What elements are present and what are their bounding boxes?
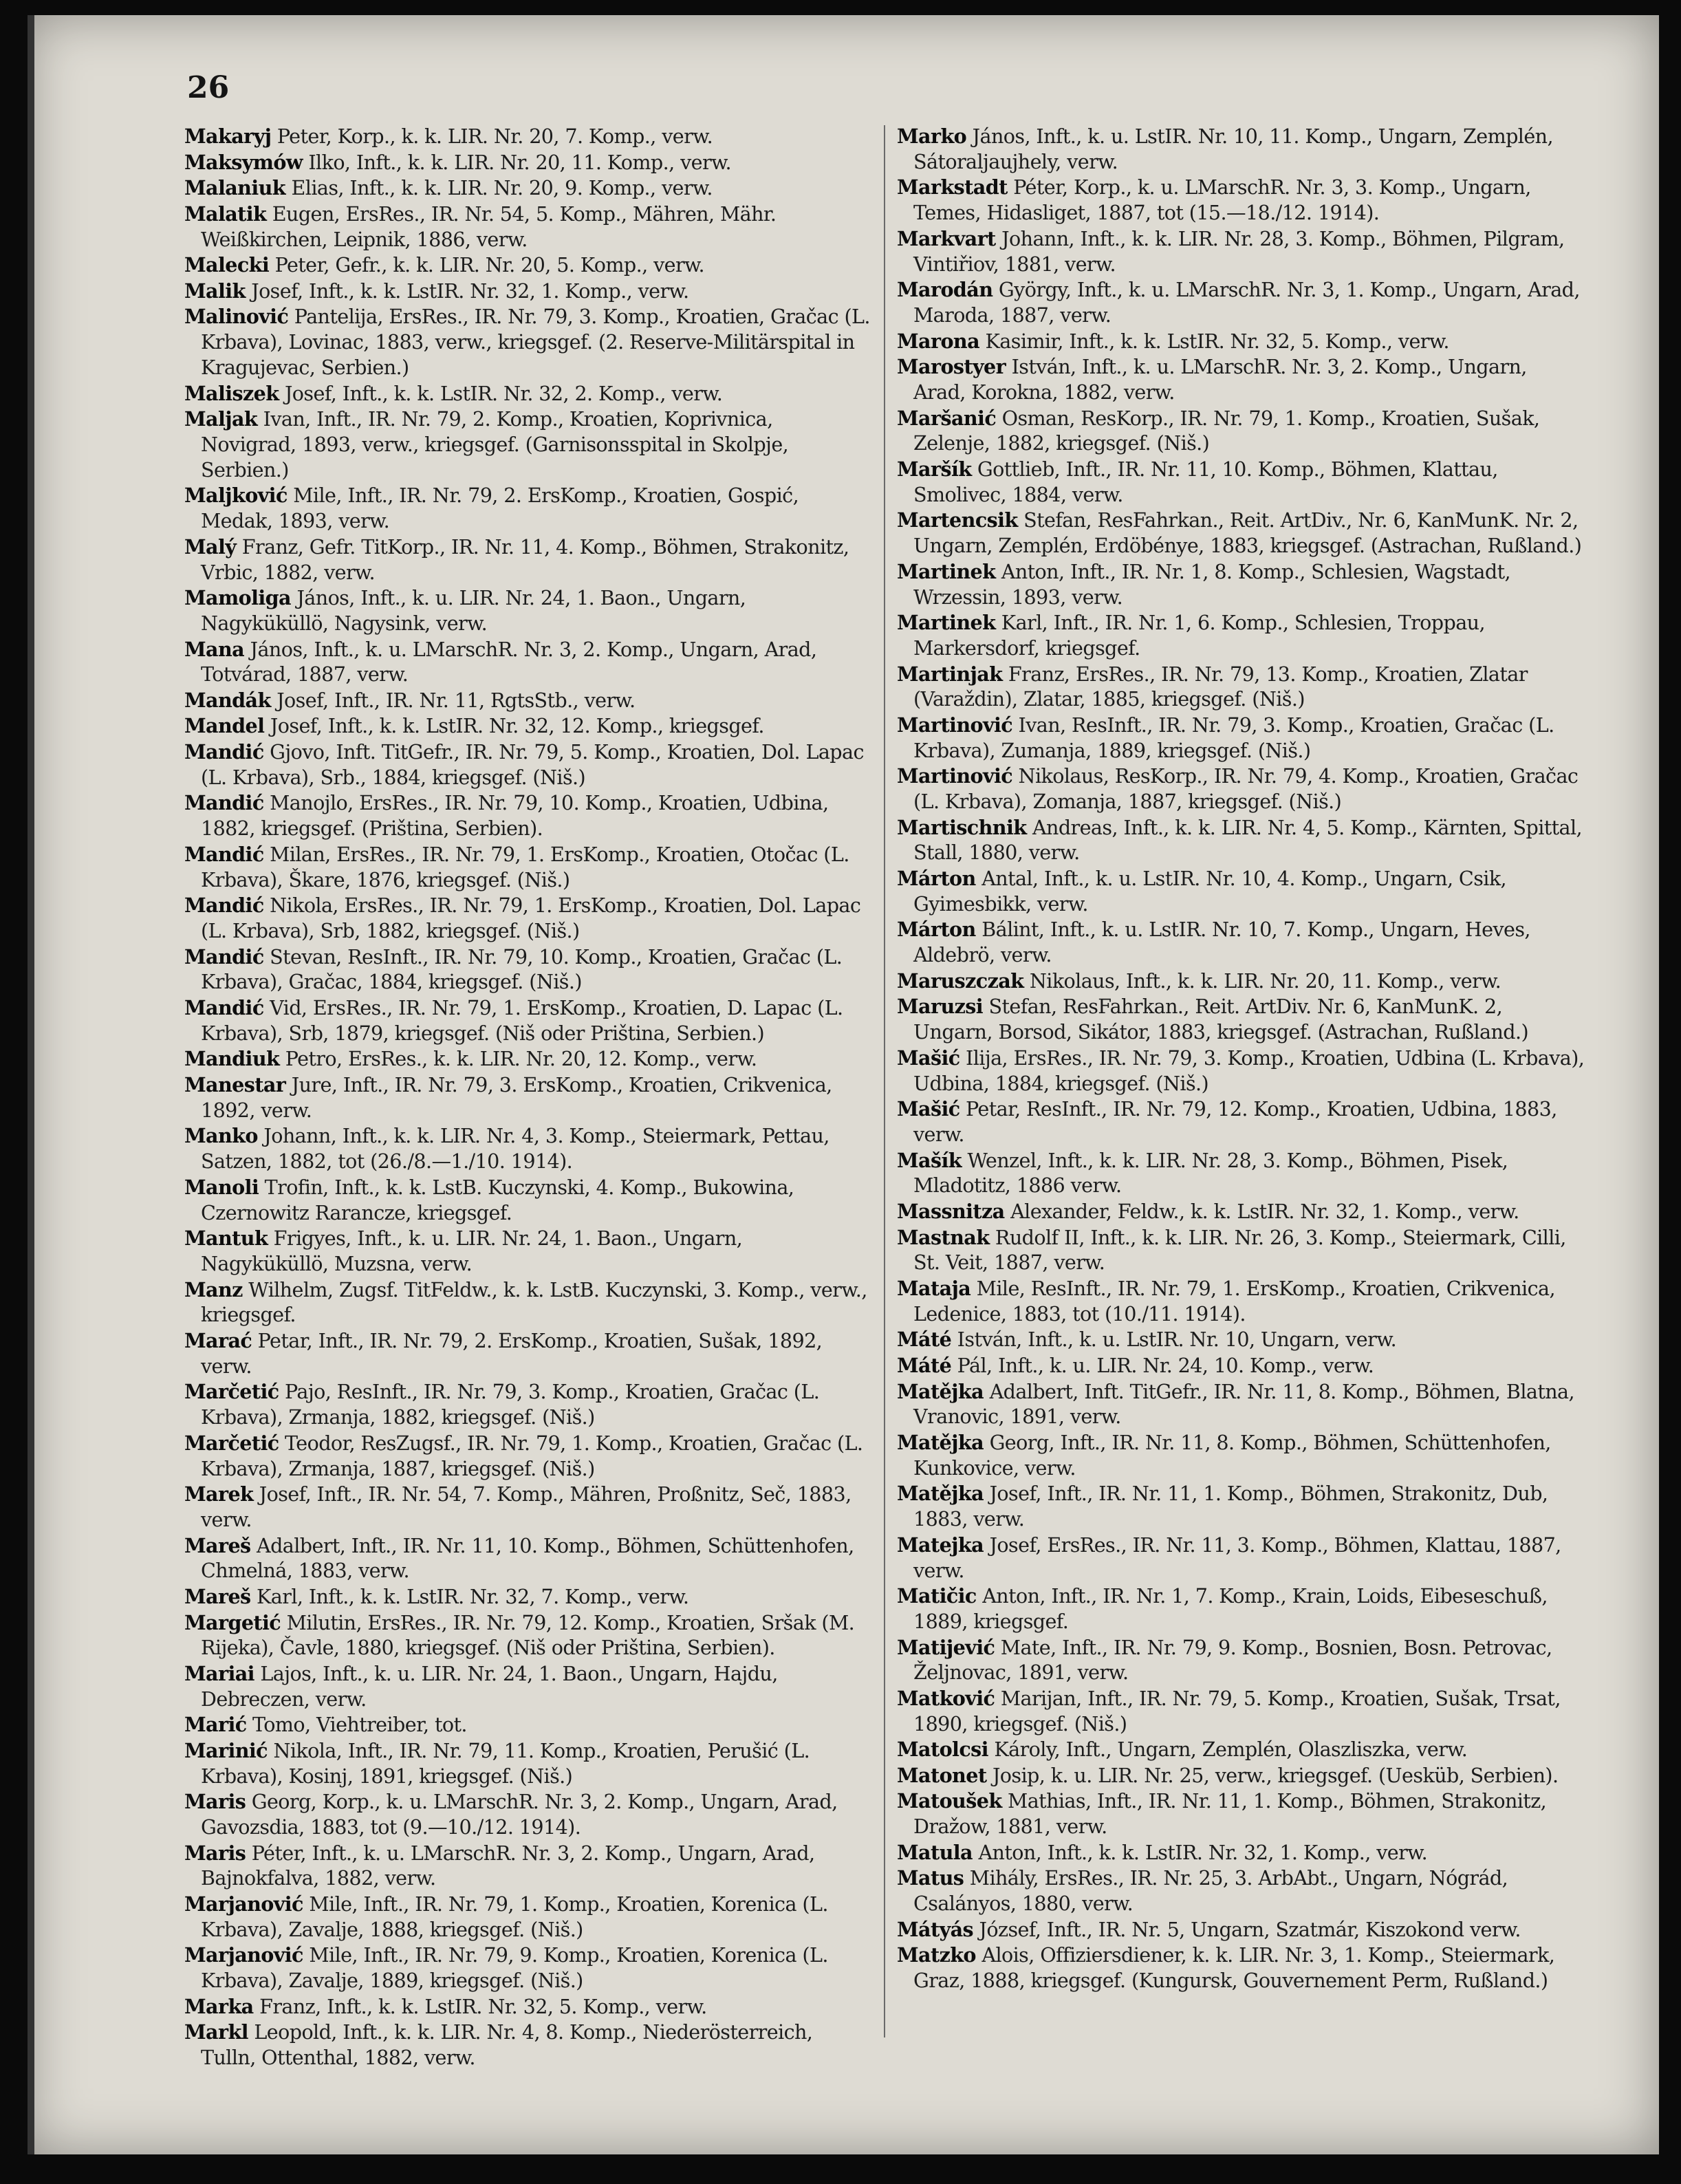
register-entry bbox=[897, 1276, 1585, 1327]
entry-surname: Matković bbox=[897, 1686, 995, 1710]
entry-surname: Marona bbox=[897, 329, 980, 353]
register-entry bbox=[184, 1482, 872, 1533]
register-entry bbox=[897, 1225, 1585, 1276]
entry-details: Mile, Inft., IR. Nr. 79, 9. Komp., Kroatien, Korenica (L. Krbava), Zavalje, 1889, kriegsgef. (Niš.) bbox=[201, 1943, 828, 1993]
entry-details: Ilko, Inft., k. k. LIR. Nr. 20, 11. Komp., verw. bbox=[302, 150, 732, 174]
register-entry bbox=[897, 917, 1585, 968]
entry-surname: Matzko bbox=[897, 1943, 976, 1967]
entry-surname: Manestar bbox=[184, 1073, 286, 1097]
register-entry bbox=[184, 1994, 872, 2020]
entry-surname: Marjanović bbox=[184, 1892, 303, 1916]
entry-details: Peter, Gefr., k. k. LIR. Nr. 20, 5. Komp., verw. bbox=[269, 253, 705, 277]
register-entry bbox=[184, 1584, 872, 1610]
register-entry bbox=[897, 1046, 1585, 1096]
register-entry bbox=[184, 1533, 872, 1584]
register-entry bbox=[184, 1277, 872, 1328]
entry-details: János, Inft., k. u. LIR. Nr. 24, 1. Baon., Ungarn, Nagyküküllö, Nagysink, verw. bbox=[201, 586, 746, 635]
entry-details: Peter, Korp., k. k. LIR. Nr. 20, 7. Komp., verw. bbox=[271, 125, 713, 148]
entry-surname: Maruzsi bbox=[897, 995, 984, 1019]
register-entry bbox=[184, 1610, 872, 1661]
entry-surname: Martinović bbox=[897, 764, 1013, 788]
register-entry bbox=[184, 688, 872, 713]
register-entry bbox=[897, 662, 1585, 713]
entry-surname: Maris bbox=[184, 1841, 246, 1865]
entry-details: Pál, Inft., k. u. LIR. Nr. 24, 10. Komp., verw. bbox=[951, 1353, 1374, 1377]
register-entry bbox=[897, 1788, 1585, 1839]
register-entry bbox=[184, 1712, 872, 1738]
register-entry bbox=[184, 739, 872, 790]
entry-details: József, Inft., IR. Nr. 5, Ungarn, Szatmár, Kiszokond verw. bbox=[973, 1917, 1521, 1941]
entry-details: Josef, ErsRes., IR. Nr. 11, 3. Komp., Böhmen, Klattau, 1887, verw. bbox=[913, 1533, 1561, 1582]
entry-surname: Martinović bbox=[897, 713, 1013, 737]
entry-details: Nikolaus, Inft., k. k. LIR. Nr. 20, 11. Komp., verw. bbox=[1023, 969, 1501, 993]
entry-surname: Mandić bbox=[184, 791, 264, 815]
register-entry bbox=[897, 508, 1585, 559]
entry-surname: Mašík bbox=[897, 1148, 962, 1172]
entry-surname: Markl bbox=[184, 2020, 248, 2044]
register-entry bbox=[184, 1789, 872, 1840]
register-entry bbox=[184, 893, 872, 944]
entry-details: Pajo, ResInft., IR. Nr. 79, 3. Komp., Kroatien, Gračac (L. Krbava), Zrmanja, 1882, kriegsgef. (Niš.) bbox=[201, 1380, 820, 1429]
register-entry bbox=[897, 1840, 1585, 1866]
register-entry bbox=[897, 1327, 1585, 1352]
register-entry bbox=[897, 124, 1585, 175]
register-entry bbox=[897, 457, 1585, 508]
entry-details: Mile, ResInft., IR. Nr. 79, 1. ErsKomp., Kroatien, Crikvenica, Ledenice, 1883, tot (10./11. 1914). bbox=[913, 1276, 1555, 1326]
entry-details: Josef, Inft., IR. Nr. 11, RgtsStb., verw. bbox=[270, 688, 636, 712]
entry-details: Milutin, ErsRes., IR. Nr. 79, 12. Komp., Kroatien, Sršak (M. Rijeka), Čavle, 1880, kriegsgef. (Niš oder Priština, Serbien). bbox=[201, 1610, 855, 1660]
register-entry bbox=[897, 1353, 1585, 1378]
entry-surname: Matijević bbox=[897, 1635, 995, 1659]
entry-details: Pantelija, ErsRes., IR. Nr. 79, 3. Komp., Kroatien, Gračac (L. Krbava), Lovinac, 1883, verw., kriegsgef. (2. Reserve-Militärspital in Kragujevac, Serbien.) bbox=[201, 305, 870, 379]
register-entry bbox=[184, 2020, 872, 2071]
entry-surname: Máté bbox=[897, 1328, 952, 1352]
entry-details: Karl, Inft., k. k. LstIR. Nr. 32, 7. Komp., verw. bbox=[250, 1584, 689, 1608]
register-entry bbox=[184, 713, 872, 739]
entry-details: Trofin, Inft., k. k. LstB. Kuczynski, 4. Komp., Bukowina, Czernowitz Rarancze, kriegsgef. bbox=[201, 1175, 794, 1224]
entry-details: Adalbert, Inft. TitGefr., IR. Nr. 11, 8. Komp., Böhmen, Blatna, Vranovic, 1891, verw. bbox=[913, 1379, 1574, 1429]
entry-details: Karl, Inft., IR. Nr. 1, 6. Komp., Schlesien, Troppau, Markersdorf, kriegsgef. bbox=[913, 611, 1485, 660]
entry-surname: Márton bbox=[897, 867, 976, 891]
entry-surname: Maršanić bbox=[897, 406, 997, 430]
right-column bbox=[897, 124, 1585, 1994]
entry-surname: Marčetić bbox=[184, 1380, 279, 1404]
register-entry bbox=[897, 175, 1585, 226]
entry-surname: Martinjak bbox=[897, 662, 1003, 686]
entry-surname: Mastnak bbox=[897, 1225, 990, 1249]
entry-details: Josip, k. u. LIR. Nr. 25, verw., kriegsgef. (Uesküb, Serbien). bbox=[986, 1763, 1559, 1787]
register-entry bbox=[184, 304, 872, 380]
entry-details: Josef, Inft., IR. Nr. 11, 1. Komp., Böhmen, Strakonitz, Dub, 1883, verw. bbox=[913, 1482, 1548, 1531]
entry-surname: Mandiuk bbox=[184, 1047, 280, 1071]
entry-surname: Malecki bbox=[184, 253, 270, 277]
register-entry bbox=[897, 1533, 1585, 1583]
entry-surname: Marjanović bbox=[184, 1943, 303, 1967]
register-entry bbox=[897, 1430, 1585, 1481]
entry-details: János, Inft., k. u. LMarschR. Nr. 3, 2. Komp., Ungarn, Arad, Totvárad, 1887, verw. bbox=[201, 637, 817, 686]
entry-surname: Matus bbox=[897, 1866, 964, 1890]
register-entry bbox=[897, 1917, 1585, 1943]
register-entry bbox=[184, 175, 872, 201]
entry-surname: Marko bbox=[897, 125, 967, 148]
entry-surname: Mandák bbox=[184, 688, 271, 712]
entry-details: Mile, Inft., IR. Nr. 79, 1. Komp., Kroatien, Korenica (L. Krbava), Zavalje, 1888, kriegsgef. (Niš.) bbox=[201, 1892, 828, 1941]
entry-surname: Maruszczak bbox=[897, 969, 1024, 993]
entry-details: Anton, Inft., IR. Nr. 1, 7. Komp., Krain, Loids, Eibeseschuß, 1889, kriegsgef. bbox=[913, 1584, 1548, 1633]
register-entry bbox=[184, 1431, 872, 1482]
left-column bbox=[184, 124, 872, 2071]
entry-details: Frigyes, Inft., k. u. LIR. Nr. 24, 1. Baon., Ungarn, Nagyküküllö, Muzsna, verw. bbox=[201, 1226, 743, 1275]
register-entry bbox=[184, 1379, 872, 1430]
register-entry bbox=[897, 329, 1585, 354]
entry-details: Károly, Inft., Ungarn, Zemplén, Olaszliszka, verw. bbox=[988, 1738, 1468, 1762]
entry-surname: Matičic bbox=[897, 1584, 977, 1608]
document-page bbox=[28, 15, 1659, 2154]
register-entry bbox=[184, 279, 872, 304]
entry-surname: Martencsik bbox=[897, 508, 1018, 532]
entry-details: Wilhelm, Zugsf. TitFeldw., k. k. LstB. Kuczynski, 3. Komp., verw., kriegsgef. bbox=[201, 1277, 867, 1327]
register-entry bbox=[897, 994, 1585, 1045]
register-entry bbox=[184, 1738, 872, 1789]
entry-details: Gottlieb, Inft., IR. Nr. 11, 10. Komp., Böhmen, Klattau, Smolivec, 1884, verw. bbox=[913, 457, 1498, 506]
entry-details: Osman, ResKorp., IR. Nr. 79, 1. Komp., Kroatien, Sušak, Zelenje, 1882, kriegsgef. (Niš.) bbox=[913, 406, 1540, 455]
register-entry bbox=[897, 1148, 1585, 1199]
register-entry bbox=[184, 1892, 872, 1943]
column-divider bbox=[884, 125, 885, 2037]
register-entry bbox=[184, 842, 872, 893]
entry-details: Manojlo, ErsRes., IR. Nr. 79, 10. Komp., Kroatien, Udbina, 1882, kriegsgef. (Priština, Serbien). bbox=[201, 791, 829, 841]
register-entry bbox=[897, 1866, 1585, 1916]
register-entry bbox=[184, 944, 872, 995]
entry-details: Marijan, Inft., IR. Nr. 79, 5. Komp., Kroatien, Sušak, Trsat, 1890, kriegsgef. (Niš.) bbox=[913, 1686, 1561, 1736]
register-entry bbox=[184, 1328, 872, 1379]
register-entry bbox=[184, 790, 872, 841]
entry-details: Nikola, Inft., IR. Nr. 79, 11. Komp., Kroatien, Perušić (L. Krbava), Kosinj, 1891, kriegsgef. (Niš.) bbox=[201, 1738, 810, 1788]
register-entry bbox=[184, 1123, 872, 1174]
entry-details: Georg, Korp., k. u. LMarschR. Nr. 3, 2. Komp., Ungarn, Arad, Gavozsdia, 1883, tot (9.—10./12. 1914). bbox=[201, 1790, 838, 1839]
register-entry bbox=[184, 1175, 872, 1226]
register-entry bbox=[184, 381, 872, 407]
entry-surname: Mátyás bbox=[897, 1917, 974, 1941]
register-entry bbox=[184, 995, 872, 1046]
entry-surname: Marać bbox=[184, 1328, 252, 1352]
entry-surname: Marodán bbox=[897, 278, 993, 302]
entry-surname: Markstadt bbox=[897, 175, 1008, 199]
entry-details: Josef, Inft., IR. Nr. 54, 7. Komp., Mähren, Proßnitz, Seč, 1883, verw. bbox=[201, 1482, 852, 1531]
entry-surname: Maliszek bbox=[184, 381, 279, 405]
register-entry bbox=[184, 124, 872, 149]
entry-details: Andreas, Inft., k. k. LIR. Nr. 4, 5. Komp., Kärnten, Spittal, Stall, 1880, verw. bbox=[913, 815, 1583, 865]
entry-details: Ivan, Inft., IR. Nr. 79, 2. Komp., Kroatien, Koprivnica, Novigrad, 1893, verw., kriegsgef. (Garnisonsspital in Skolpje, Serbien.) bbox=[201, 407, 789, 482]
entry-surname: Margetić bbox=[184, 1610, 281, 1634]
register-entry bbox=[184, 585, 872, 636]
register-entry bbox=[897, 559, 1585, 610]
register-entry bbox=[184, 483, 872, 534]
entry-details: Mile, Inft., IR. Nr. 79, 2. ErsKomp., Kroatien, Gospić, Medak, 1893, verw. bbox=[201, 484, 799, 533]
register-entry bbox=[897, 1763, 1585, 1788]
register-entry bbox=[897, 1943, 1585, 1993]
entry-details: Rudolf II, Inft., k. k. LIR. Nr. 26, 3. Komp., Steiermark, Cilli, St. Veit, 1887, verw. bbox=[913, 1225, 1566, 1275]
register-entry bbox=[184, 1226, 872, 1277]
entry-details: István, Inft., k. u. LstIR. Nr. 10, Ungarn, verw. bbox=[951, 1328, 1397, 1352]
entry-surname: Martinek bbox=[897, 559, 996, 583]
register-entry bbox=[897, 406, 1585, 457]
entry-details: Petar, ResInft., IR. Nr. 79, 12. Komp., Kroatien, Udbina, 1883, verw. bbox=[913, 1097, 1557, 1147]
entry-surname: Matějka bbox=[897, 1482, 984, 1506]
entry-details: Johann, Inft., k. k. LIR. Nr. 28, 3. Komp., Böhmen, Pilgram, Vintiřiov, 1881, verw. bbox=[913, 226, 1565, 276]
entry-surname: Mantuk bbox=[184, 1226, 268, 1251]
entry-details: Stefan, ResFahrkan., Reit. ArtDiv., Nr. 6, KanMunK. Nr. 2, Ungarn, Zemplén, Erdöbénye, 1883, kriegsgef. (Astrachan, Rußland.) bbox=[913, 508, 1582, 558]
entry-details: Elias, Inft., k. k. LIR. Nr. 20, 9. Komp., verw. bbox=[285, 176, 713, 200]
entry-surname: Mariai bbox=[184, 1661, 254, 1685]
entry-surname: Mataja bbox=[897, 1276, 971, 1300]
entry-details: Anton, Inft., k. k. LstIR. Nr. 32, 1. Komp., verw. bbox=[972, 1840, 1428, 1864]
entry-details: Alois, Offiziersdiener, k. k. LIR. Nr. 3, 1. Komp., Steiermark, Graz, 1888, kriegsgef. (Kungursk, Gouvernement Perm, Rußland.) bbox=[913, 1943, 1555, 1993]
entry-surname: Matolcsi bbox=[897, 1738, 988, 1762]
entry-surname: Maljković bbox=[184, 484, 288, 508]
entry-surname: Malik bbox=[184, 279, 246, 303]
entry-surname: Matoušek bbox=[897, 1789, 1002, 1813]
entry-surname: Massnitza bbox=[897, 1200, 1005, 1223]
entry-surname: Maris bbox=[184, 1790, 246, 1814]
entry-surname: Maljak bbox=[184, 407, 258, 431]
register-entry bbox=[897, 1686, 1585, 1737]
entry-surname: Martinek bbox=[897, 611, 996, 635]
register-entry bbox=[184, 1841, 872, 1892]
register-entry bbox=[184, 150, 872, 175]
entry-details: Johann, Inft., k. k. LIR. Nr. 4, 3. Komp., Steiermark, Pettau, Satzen, 1882, tot (26./8.—1./10. 1914). bbox=[201, 1124, 829, 1174]
entry-details: Stevan, ResInft., IR. Nr. 79, 10. Komp., Kroatien, Gračac (L. Krbava), Gračac, 1884, kriegsgef. (Niš.) bbox=[201, 944, 843, 994]
register-entry bbox=[897, 226, 1585, 277]
register-entry bbox=[184, 252, 872, 278]
entry-details: Adalbert, Inft., IR. Nr. 11, 10. Komp., Böhmen, Schüttenhofen, Chmelná, 1883, verw. bbox=[201, 1533, 854, 1583]
entry-details: Gjovo, Inft. TitGefr., IR. Nr. 79, 5. Komp., Kroatien, Dol. Lapac (L. Krbava), Srb., 1884, kriegsgef. (Niš.) bbox=[201, 740, 864, 789]
entry-surname: Mandić bbox=[184, 996, 264, 1020]
register-entry bbox=[897, 1481, 1585, 1532]
entry-details: Lajos, Inft., k. u. LIR. Nr. 24, 1. Baon., Ungarn, Hajdu, Debreczen, verw. bbox=[201, 1661, 778, 1711]
entry-surname: Mašić bbox=[897, 1046, 960, 1070]
entry-details: Petar, Inft., IR. Nr. 79, 2. ErsKomp., Kroatien, Sušak, 1892, verw. bbox=[201, 1328, 823, 1378]
register-entry bbox=[897, 969, 1585, 994]
entry-surname: Mana bbox=[184, 637, 245, 661]
entry-details: Nikola, ErsRes., IR. Nr. 79, 1. ErsKomp., Kroatien, Dol. Lapac (L. Krbava), Srb, 1882, kriegsgef. (Niš.) bbox=[201, 894, 861, 943]
register-entry bbox=[897, 1199, 1585, 1224]
entry-details: Josef, Inft., k. k. LstIR. Nr. 32, 2. Komp., verw. bbox=[279, 381, 723, 405]
entry-details: Franz, Gefr. TitKorp., IR. Nr. 11, 4. Komp., Böhmen, Strakonitz, Vrbic, 1882, verw. bbox=[201, 534, 849, 584]
entry-surname: Máté bbox=[897, 1353, 952, 1377]
entry-surname: Mareš bbox=[184, 1533, 251, 1557]
entry-surname: Maksymów bbox=[184, 150, 303, 174]
entry-surname: Mandić bbox=[184, 944, 264, 969]
entry-surname: Malaniuk bbox=[184, 176, 286, 200]
entry-details: Franz, Inft., k. k. LstIR. Nr. 32, 5. Komp., verw. bbox=[253, 1994, 707, 2018]
entry-surname: Mašić bbox=[897, 1097, 960, 1121]
entry-surname: Matejka bbox=[897, 1533, 984, 1557]
entry-surname: Marek bbox=[184, 1482, 254, 1506]
entry-details: János, Inft., k. u. LstIR. Nr. 10, 11. Komp., Ungarn, Zemplén, Sátoraljaujhely, verw. bbox=[913, 125, 1553, 173]
register-entry bbox=[184, 637, 872, 688]
entry-surname: Markvart bbox=[897, 226, 996, 250]
entry-details: Mathias, Inft., IR. Nr. 11, 1. Komp., Böhmen, Strakonitz, Dražow, 1881, verw. bbox=[913, 1789, 1547, 1839]
register-entry bbox=[897, 277, 1585, 328]
entry-details: Nikolaus, ResKorp., IR. Nr. 79, 4. Komp., Kroatien, Gračac (L. Krbava), Zomanja, 1887, kriegsgef. (Niš.) bbox=[913, 764, 1579, 814]
register-entry bbox=[184, 407, 872, 482]
entry-details: Petro, ErsRes., k. k. LIR. Nr. 20, 12. Komp., verw. bbox=[279, 1047, 757, 1071]
register-entry bbox=[897, 1379, 1585, 1430]
scan-edge bbox=[28, 15, 34, 2154]
entry-surname: Marostyer bbox=[897, 355, 1006, 379]
register-entry bbox=[897, 1635, 1585, 1686]
entry-surname: Matula bbox=[897, 1840, 973, 1864]
register-entry bbox=[897, 1583, 1585, 1634]
entry-surname: Malý bbox=[184, 534, 237, 559]
entry-details: Jure, Inft., IR. Nr. 79, 3. ErsKomp., Kroatien, Crikvenica, 1892, verw. bbox=[201, 1073, 832, 1122]
register-entry bbox=[897, 764, 1585, 814]
register-entry bbox=[897, 815, 1585, 866]
entry-details: Alexander, Feldw., k. k. LstIR. Nr. 32, 1. Komp., verw. bbox=[1004, 1200, 1519, 1223]
register-entry bbox=[184, 534, 872, 585]
entry-details: Kasimir, Inft., k. k. LstIR. Nr. 32, 5. Komp., verw. bbox=[979, 329, 1449, 353]
entry-surname: Makaryj bbox=[184, 125, 272, 148]
entry-surname: Mandić bbox=[184, 740, 264, 764]
entry-surname: Marka bbox=[184, 1994, 254, 2018]
entry-details: Teodor, ResZugsf., IR. Nr. 79, 1. Komp., Kroatien, Gračac (L. Krbava), Zrmanja, 1887, kriegsgef. (Niš.) bbox=[201, 1431, 863, 1480]
register-entry bbox=[184, 202, 872, 252]
entry-surname: Manko bbox=[184, 1124, 258, 1148]
entry-surname: Manz bbox=[184, 1277, 243, 1301]
register-entry bbox=[897, 1737, 1585, 1762]
entry-details: Franz, ErsRes., IR. Nr. 79, 13. Komp., Kroatien, Zlatar (Varaždin), Zlatar, 1885, kriegsgef. (Niš.) bbox=[913, 662, 1528, 711]
entry-details: Leopold, Inft., k. k. LIR. Nr. 4, 8. Komp., Niederösterreich, Tulln, Ottenthal, 1882, verw. bbox=[201, 2020, 813, 2070]
entry-surname: Matonet bbox=[897, 1763, 987, 1787]
entry-details: Anton, Inft., IR. Nr. 1, 8. Komp., Schlesien, Wagstadt, Wrzessin, 1893, verw. bbox=[913, 559, 1510, 609]
entry-surname: Mandić bbox=[184, 894, 264, 918]
entry-surname: Mamoliga bbox=[184, 586, 291, 610]
entry-surname: Mandel bbox=[184, 714, 265, 738]
entry-details: Bálint, Inft., k. u. LstIR. Nr. 10, 7. Komp., Ungarn, Heves, Aldebrö, verw. bbox=[913, 918, 1530, 967]
register-entry bbox=[897, 713, 1585, 764]
entry-details: Vid, ErsRes., IR. Nr. 79, 1. ErsKomp., Kroatien, D. Lapac (L. Krbava), Srb, 1879, kriegsgef. (Niš oder Priština, Serbien.) bbox=[201, 996, 843, 1045]
register-entry bbox=[897, 610, 1585, 661]
entry-surname: Matějka bbox=[897, 1430, 984, 1454]
register-entry bbox=[897, 1096, 1585, 1147]
entry-surname: Marinić bbox=[184, 1738, 268, 1762]
entry-details: Mihály, ErsRes., IR. Nr. 25, 3. ArbAbt., Ungarn, Nógrád, Csalányos, 1880, verw. bbox=[913, 1866, 1508, 1916]
entry-details: Péter, Korp., k. u. LMarschR. Nr. 3, 3. Komp., Ungarn, Temes, Hidasliget, 1887, tot (15.—18./12. 1914). bbox=[913, 175, 1531, 225]
entry-details: István, Inft., k. u. LMarschR. Nr. 3, 2. Komp., Ungarn, Arad, Korokna, 1882, verw. bbox=[913, 355, 1527, 404]
entry-surname: Manoli bbox=[184, 1175, 259, 1199]
entry-surname: Marić bbox=[184, 1713, 247, 1737]
entry-details: Georg, Inft., IR. Nr. 11, 8. Komp., Böhmen, Schüttenhofen, Kunkovice, verw. bbox=[913, 1430, 1551, 1480]
register-entry bbox=[184, 1661, 872, 1712]
register-entry bbox=[897, 354, 1585, 405]
entry-surname: Mareš bbox=[184, 1584, 251, 1608]
entry-details: Ivan, ResInft., IR. Nr. 79, 3. Komp., Kroatien, Gračac (L. Krbava), Zumanja, 1889, kriegsgef. (Niš.) bbox=[913, 713, 1554, 762]
entry-details: Mate, Inft., IR. Nr. 79, 9. Komp., Bosnien, Bosn. Petrovac, Željnovac, 1891, verw. bbox=[913, 1635, 1552, 1685]
entry-details: György, Inft., k. u. LMarschR. Nr. 3, 1. Komp., Ungarn, Arad, Maroda, 1887, verw. bbox=[913, 278, 1580, 327]
entry-surname: Malinović bbox=[184, 305, 289, 329]
entry-details: Eugen, ErsRes., IR. Nr. 54, 5. Komp., Mähren, Mähr. Weißkirchen, Leipnik, 1886, verw. bbox=[201, 202, 777, 251]
entry-details: Tomo, Viehtreiber, tot. bbox=[246, 1713, 467, 1737]
register-entry bbox=[184, 1046, 872, 1072]
entry-surname: Maršík bbox=[897, 457, 972, 481]
entry-details: Milan, ErsRes., IR. Nr. 79, 1. ErsKomp., Kroatien, Otočac (L. Krbava), Škare, 1876, kriegsgef. (Niš.) bbox=[201, 842, 849, 891]
entry-surname: Márton bbox=[897, 918, 976, 942]
entry-surname: Martischnik bbox=[897, 815, 1027, 839]
entry-surname: Malatik bbox=[184, 202, 267, 226]
register-entry bbox=[897, 866, 1585, 917]
entry-surname: Mandić bbox=[184, 842, 264, 866]
page-number: 26 bbox=[187, 70, 230, 105]
register-entry bbox=[184, 1943, 872, 1993]
entry-details: Péter, Inft., k. u. LMarschR. Nr. 3, 2. Komp., Ungarn, Arad, Bajnokfalva, 1882, verw. bbox=[201, 1841, 815, 1890]
entry-details: Josef, Inft., k. k. LstIR. Nr. 32, 12. Komp., kriegsgef. bbox=[264, 714, 764, 738]
register-entry bbox=[184, 1072, 872, 1123]
entry-details: Ilija, ErsRes., IR. Nr. 79, 3. Komp., Kroatien, Udbina (L. Krbava), Udbina, 1884, kriegsgef. (Niš.) bbox=[913, 1046, 1585, 1095]
entry-details: Antal, Inft., k. u. LstIR. Nr. 10, 4. Komp., Ungarn, Csik, Gyimesbikk, verw. bbox=[913, 867, 1507, 916]
entry-details: Stefan, ResFahrkan., Reit. ArtDiv. Nr. 6, KanMunK. 2, Ungarn, Borsod, Sikátor, 1883, kriegsgef. (Astrachan, Rußland.) bbox=[913, 995, 1529, 1044]
entry-details: Wenzel, Inft., k. k. LIR. Nr. 28, 3. Komp., Böhmen, Pisek, Mladotitz, 1886 verw. bbox=[913, 1148, 1508, 1198]
entry-details: Josef, Inft., k. k. LstIR. Nr. 32, 1. Komp., verw. bbox=[245, 279, 689, 303]
entry-surname: Marčetić bbox=[184, 1431, 279, 1455]
entry-surname: Matějka bbox=[897, 1379, 984, 1403]
